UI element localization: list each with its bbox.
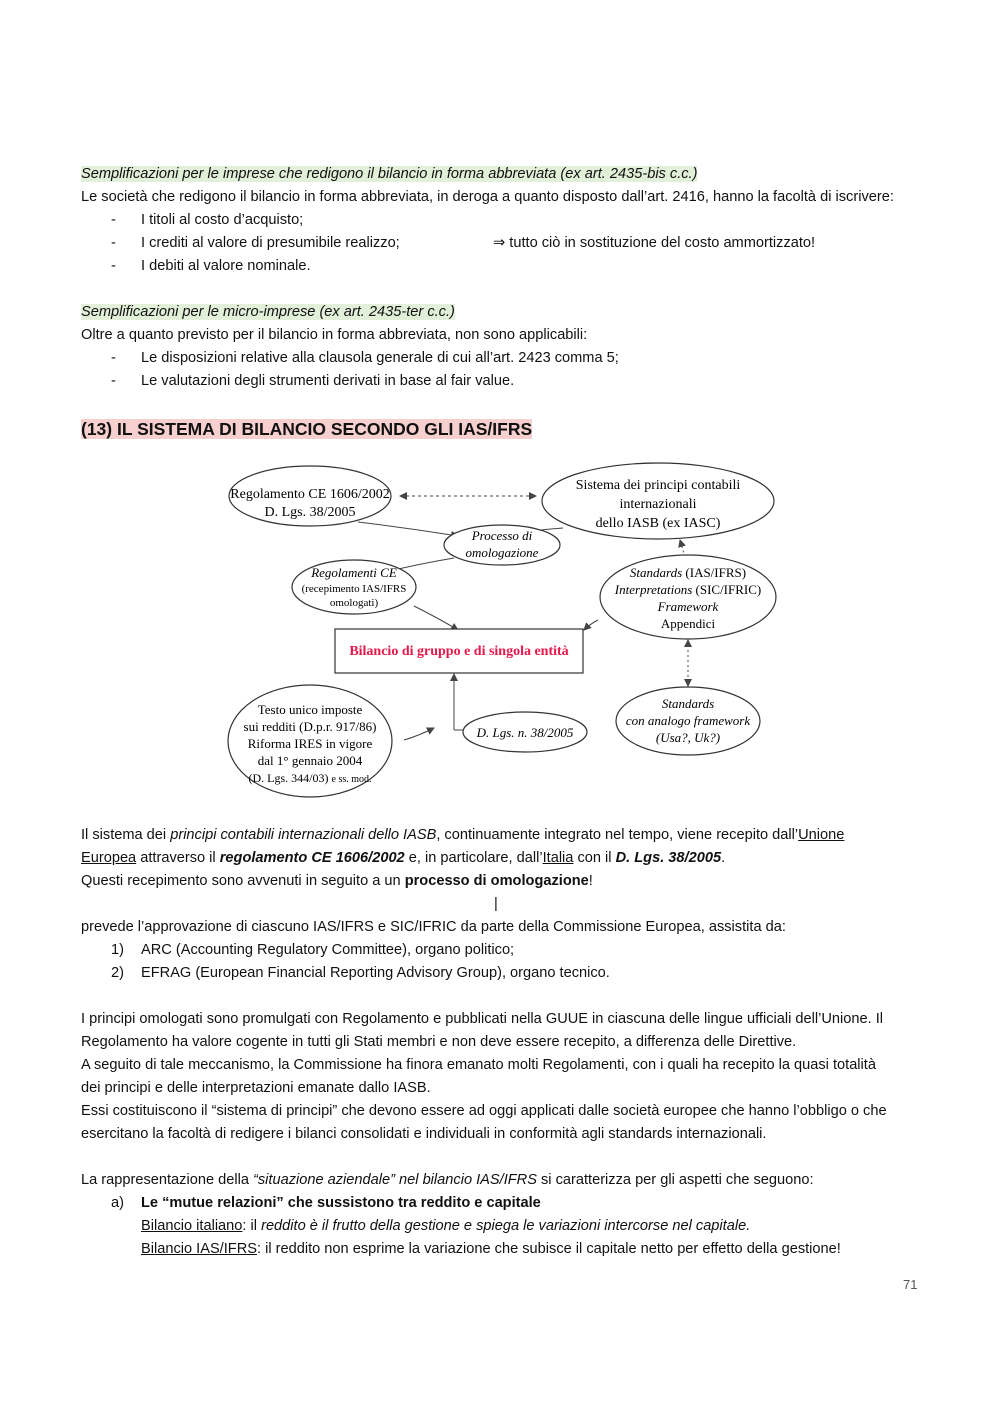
sistema-line: Sistema dei principi contabili [575,478,741,493]
regolamenti-ce-line: (recepimento IAS/IFRS [301,583,407,595]
cost-note: ⇒ tutto ciò in sostituzione del costo ammortizzato! [493,235,816,251]
paragraph-line: Bilancio italiano: il reddito è il frutto della gestione e spiega le variazioni intercorse nel capitale. [141,1218,751,1234]
standards-line: Appendici [660,616,716,631]
paragraph-line: Regolamento ha valore cogente in tutti gli Stati membri e non deve essere recepito, a differenza delle Direttive. [81,1034,797,1050]
paragraph-line: esercitano la facoltà di redigere i bilanci consolidati e individuali in conformità agli standards internazionali. [81,1126,767,1142]
paragraph-line: prevede l’approvazione di ciascuno IAS/IFRS e SIC/IFRIC da parte della Commissione Europea, assistita da: [81,919,786,935]
document-page: Semplificazioni per le imprese che redigono il bilancio in forma abbreviata (ex art. 2435-bis c.c.) Le società che redigono il bilancio in forma abbreviata, in deroga a quanto disposto dall’art. 2416, hanno la facoltà di iscrivere: - I titoli al costo d’acquisto; - I crediti al valore di presumibile realizzo; ⇒ tutto ciò in sostituzione del costo ammortizzato! - I debiti al valore nominale. Semplificazioni per le micro-imprese (ex art. 2435-ter c.c.) Oltre a quanto previsto per il bilancio in forma abbreviata, non sono applicabili: - Le disposizioni relative alla clausola generale di cui all’art. 2423 comma 5; - Le valutazioni degli strumenti derivati in base al fair value. (13) IL SISTEMA DI BILANCIO SECONDO GLI IAS/IFRS Regolamento CE 1606/2002 D. Lgs. 38/2005 Sistema dei principi contabili internazionali dello IASB (ex IASC) Processo di omologazione Regolamenti CE (recepimento IAS/IFRS omologati) Standards (IAS/IFRS) Interpretations (SIC/IFRIC) Framework Appendici Bilancio di gruppo e di singola entità Testo unico imposte sui redditi (D.p.r. 917/86) Riforma IRES in vigore dal 1° gennaio 2004 (D. Lgs. 344/03) e ss. mod. D. Lgs. n. 38/2005 Standards con analogo framework (Usa?, Uk?) Il sistema dei principi contabili internazionali dello IASB, continuamente integrato nel tempo, viene recepito dall’Unione Europea attraverso il regolamento CE 1606/2002 e, in particolare, dall’Italia con il D. Lgs. 38/2005. Questi recepimento sono avvenuti in seguito a un processo di omologazione! | prevede l’approvazione di ciascuno IAS/IFRS e SIC/IFRIC da parte della Commissione Europea, assistita da: 1) ARC (Accounting Regulatory Committee), organo politico; 2) EFRAG (European Financial Reporting Advisory Group), organo tecnico. I principi omologati sono promulgati con Regolamento e pubblicati nella GUUE in ciascuna delle lingue ufficiali dell’Unione. Il Regolamento ha valore cogente in tutti gli Stati membri e non deve essere recepito, a differenza delle Direttive. A seguito di tale meccanismo, la Commissione ha finora emanato molti Regolamenti, con i quali ha recepito la quasi totalità dei principi e delle interpretazioni emanate dallo IASB. Essi costituiscono il “sistema di principi” che devono essere ad oggi applicati dalle società europee che hanno l’obbligo o che esercitano la facoltà di redigere i bilanci consolidati e individuali in conformità agli standards internazionali. La rappresentazione della “situazione aziendale” nel bilancio IAS/IFRS si caratterizza per gli aspetti che seguono: a) Le “mutue relazioni” che sussistono tra reddito e capitale Bilancio italiano: il reddito è il frutto della gestione e spiega le variazioni intercorse nel capitale. Bilancio IAS/IFRS: il reddito non esprime la variazione che subisce il capitale netto per effetto della gestione! 71 [81,166,918,1292]
standards-line: Interpretations (SIC/IFRIC) [614,582,762,597]
testo-unico-line: Riforma IRES in vigore [247,736,373,751]
pipe-mark: | [494,896,498,912]
standards-analoghi-line: con analogo framework [625,713,751,728]
section1-intro: Le società che redigono il bilancio in forma abbreviata, in deroga a quanto disposto dall’art. 2416, hanno la facoltà di iscrivere: [81,189,894,205]
paragraph-line: Bilancio IAS/IFRS: il reddito non esprime la variazione che subisce il capitale netto per effetto della gestione! [141,1241,841,1257]
testo-unico-line: Testo unico imposte [257,702,363,717]
regolamenti-ce-line: omologati) [329,597,379,609]
page-number: 71 [903,1277,918,1292]
regolamenti-ce-line: Regolamenti CE [311,565,397,580]
paragraph-line: Europea attraverso il regolamento CE 1606/2002 e, in particolare, dall’Italia con il D. Lgs. 38/2005. [81,850,726,866]
section1-heading: Semplificazioni per le imprese che redigono il bilancio in forma abbreviata (ex art. 2435-bis c.c.) [81,166,698,182]
paragraph-line: dei principi e delle interpretazioni emanate dallo IASB. [81,1080,431,1096]
section-title: (13) IL SISTEMA DI BILANCIO SECONDO GLI IAS/IFRS [81,419,533,439]
processo-line: omologazione [465,545,539,560]
arrow [584,620,598,630]
sistema-line: internazionali [619,497,697,512]
ias-ifrs-diagram [218,458,788,813]
paragraph-line: A seguito di tale meccanismo, la Commissione ha finora emanato molti Regolamenti, con i quali ha recepito la quasi totalità [81,1057,876,1073]
regolamento-line: D. Lgs. 38/2005 [264,505,356,520]
arrow [414,606,458,630]
arrow [404,728,434,740]
paragraph-line: Questi recepimento sono avvenuti in seguito a un processo di omologazione! [81,873,593,889]
paragraph-line: I principi omologati sono promulgati con Regolamento e pubblicati nella GUUE in ciascuna delle lingue ufficiali dell’Unione. Il [81,1011,884,1027]
arrow [358,522,458,536]
dlgs-label: D. Lgs. n. 38/2005 [476,725,574,740]
paragraph-line: La rappresentazione della “situazione aziendale” nel bilancio IAS/IFRS si caratterizza per gli aspetti che seguono: [81,1172,814,1188]
paragraph-line: Il sistema dei principi contabili internazionali dello IASB, continuamente integrato nel tempo, viene recepito dall’Unione [81,827,845,843]
standards-analoghi-line: Standards [661,696,715,711]
bilancio-label: Bilancio di gruppo e di singola entità [349,644,569,659]
testo-unico-line: sui redditi (D.p.r. 917/86) [243,719,377,734]
section2-heading: Semplificazioni per le micro-imprese (ex art. 2435-ter c.c.) [81,304,455,320]
testo-unico-line: dal 1° gennaio 2004 [257,753,363,768]
paragraph-line: Essi costituiscono il “sistema di principi” che devono essere ad oggi applicati dalle società europee che hanno l’obbligo o che [81,1103,887,1119]
regolamento-line: Regolamento CE 1606/2002 [230,487,390,502]
standards-line: Framework [657,599,719,614]
processo-line: Processo di [471,528,533,543]
standards-analoghi-line: (Usa?, Uk?) [655,730,721,745]
sistema-line: dello IASB (ex IASC) [595,516,721,531]
section2-intro: Oltre a quanto previsto per il bilancio in forma abbreviata, non sono applicabili: [81,327,588,343]
standards-line: Standards (IAS/IFRS) [629,565,747,580]
testo-unico-line: (D. Lgs. 344/03) e ss. mod. [248,771,372,785]
